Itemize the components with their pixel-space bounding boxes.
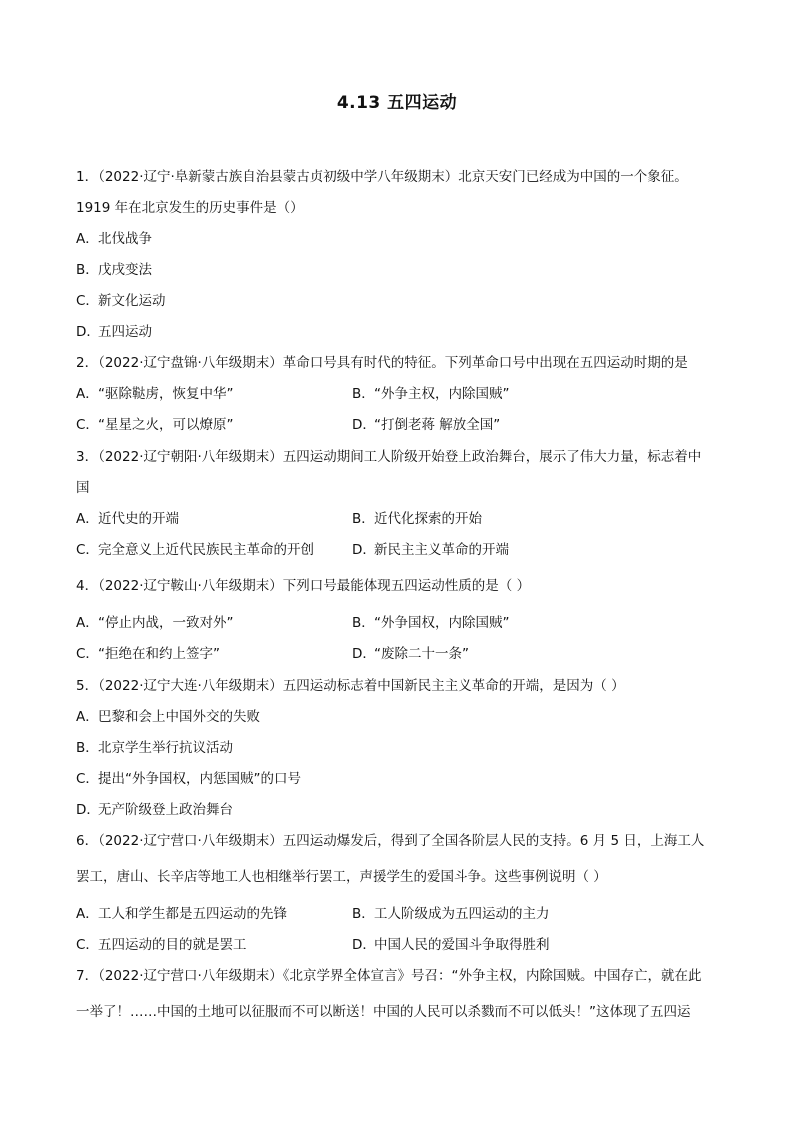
question-1-option-d: D．五四运动	[76, 324, 152, 340]
question-2-option-c: C．“星星之火，可以燎原”	[76, 417, 234, 433]
question-1-option-a: A．北伐战争	[76, 231, 152, 247]
question-4-option-b: B．“外争国权，内除国贼”	[352, 615, 510, 631]
question-2-stem-line-1: 2．（2022·辽宁盘锦·八年级期末）革命口号具有时代的特征。下列革命口号中出现在五四运动时期的是	[76, 355, 688, 371]
question-6-option-d: D．中国人民的爱国斗争取得胜利	[352, 937, 550, 953]
question-6-stem-line-1: 6．（2022·辽宁营口·八年级期末）五四运动爆发后，得到了全国各阶层人民的支持。6 月 5 日，上海工人	[76, 833, 705, 849]
question-2-option-b: B．“外争主权，内除国贼”	[352, 386, 510, 402]
question-5-option-c: C．提出“外争国权，内惩国贼”的口号	[76, 771, 301, 787]
question-3-option-b: B．近代化探索的开始	[352, 511, 482, 527]
question-6-option-c: C．五四运动的目的就是罢工	[76, 937, 247, 953]
question-6-option-b: B．工人阶级成为五四运动的主力	[352, 906, 550, 922]
page-title: 4.13 五四运动	[336, 93, 458, 113]
question-5-option-d: D．无产阶级登上政治舞台	[76, 802, 233, 818]
question-2-option-d: D．“打倒老蒋 解放全国”	[352, 417, 501, 433]
question-3-option-d: D．新民主主义革命的开端	[352, 542, 509, 558]
question-4-option-a: A．“停止内战，一致对外”	[76, 615, 234, 631]
question-3-stem-line-2: 国	[76, 480, 90, 496]
question-5-option-a: A．巴黎和会上中国外交的失败	[76, 709, 260, 725]
question-1-stem-line-2: 1919 年在北京发生的历史事件是（）	[76, 200, 304, 216]
question-1-option-c: C．新文化运动	[76, 293, 166, 309]
question-3-option-c: C．完全意义上近代民族民主革命的开创	[76, 542, 314, 558]
question-7-stem-line-1: 7．（2022·辽宁营口·八年级期末）《北京学界全体宣言》号召：“外争主权，内除国贼。中国存亡，就在此	[76, 968, 702, 984]
question-6-option-a: A．工人和学生都是五四运动的先锋	[76, 906, 287, 922]
question-1-stem-line-1: 1．（2022·辽宁·阜新蒙古族自治县蒙古贞初级中学八年级期末）北京天安门已经成为中国的一个象征。	[76, 169, 688, 185]
question-2-option-a: A．“驱除鞑虏，恢复中华”	[76, 386, 234, 402]
question-3-option-a: A．近代史的开端	[76, 511, 179, 527]
question-1-option-b: B．戊戌变法	[76, 262, 152, 278]
question-7-stem-line-2: 一举了！……中国的土地可以征服而不可以断送！中国的人民可以杀戮而不可以低头！”这体现了五四运	[76, 1004, 691, 1020]
question-6-stem-line-2: 罢工，唐山、长辛店等地工人也相继举行罢工，声援学生的爱国斗争。这些事例说明（ ）	[76, 869, 607, 885]
question-5-option-b: B．北京学生举行抗议活动	[76, 740, 233, 756]
question-4-option-c: C．“拒绝在和约上签字”	[76, 646, 220, 662]
question-5-stem-line-1: 5．（2022·辽宁大连·八年级期末）五四运动标志着中国新民主主义革命的开端，是因为（ ）	[76, 678, 625, 694]
question-4-option-d: D．“废除二十一条”	[352, 646, 469, 662]
question-3-stem-line-1: 3．（2022·辽宁朝阳·八年级期末）五四运动期间工人阶级开始登上政治舞台，展示了伟大力量，标志着中	[76, 449, 702, 465]
question-4-stem-line-1: 4．（2022·辽宁鞍山·八年级期末）下列口号最能体现五四运动性质的是（ ）	[76, 578, 531, 594]
